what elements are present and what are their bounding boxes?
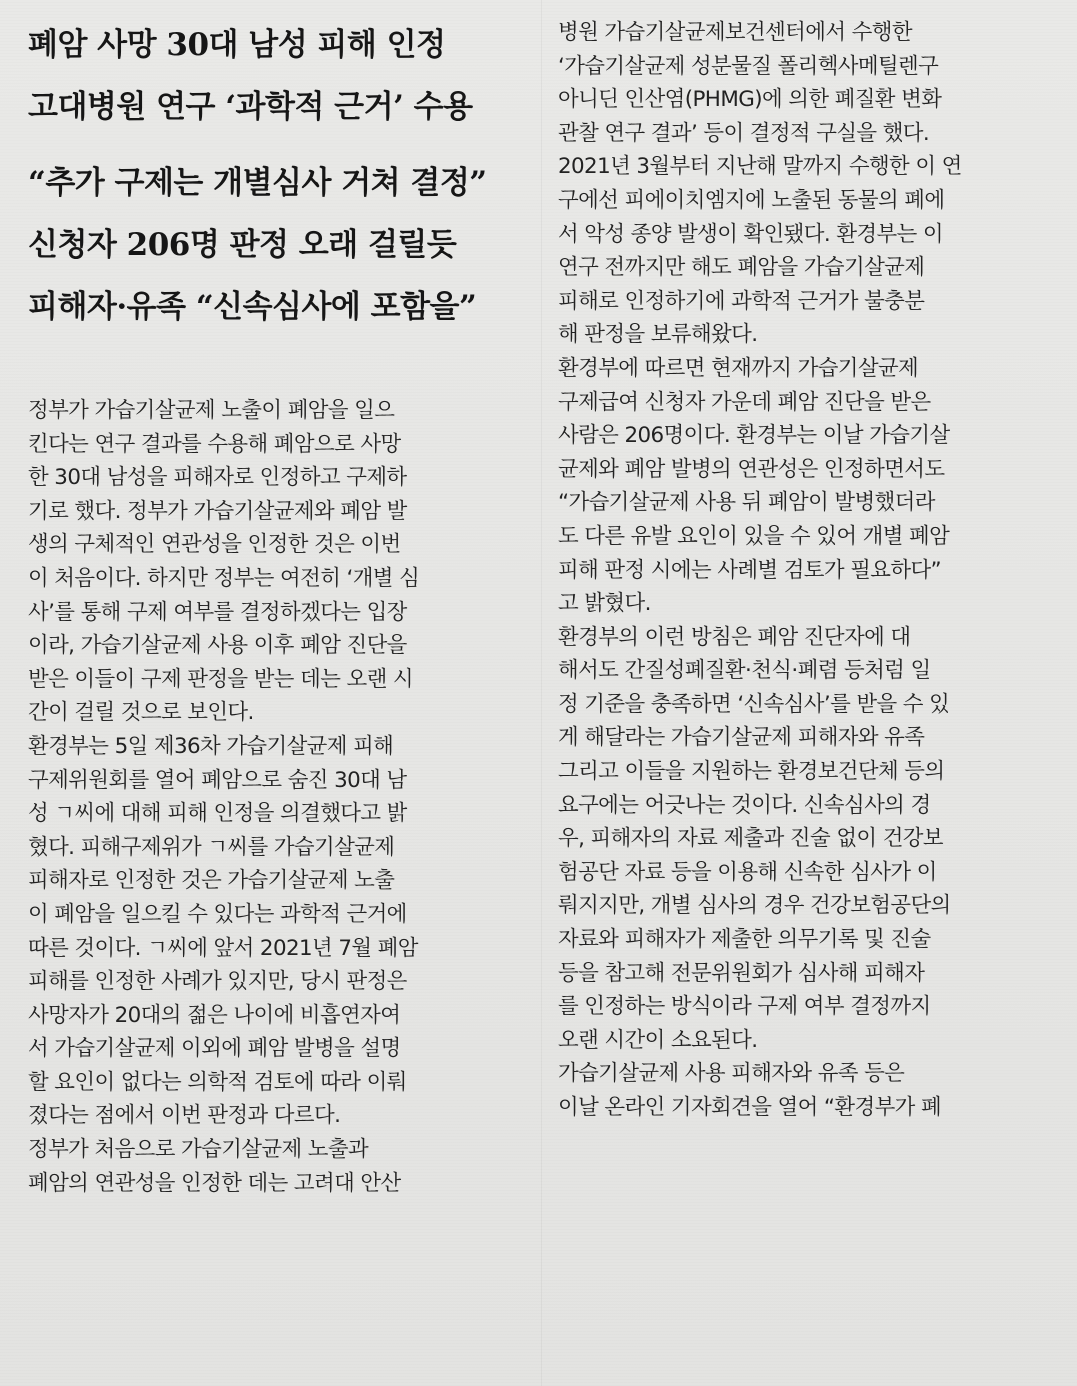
body-line: 서 악성 종양 발생이 확인됐다. 환경부는 이 [558, 221, 943, 247]
body-line: 정 기준을 충족하면 ‘신속심사’를 받을 수 있 [558, 691, 950, 717]
body-line: 혔다. 피해구제위가 ㄱ씨를 가습기살균제 [28, 834, 395, 860]
body-line: 오랜 시간이 소요된다. [558, 1027, 758, 1053]
subheadline-line: 피해자·유족 “신속심사에 포함을” [28, 289, 477, 325]
body-line: 받은 이들이 구제 판정을 받는 데는 오랜 시 [28, 666, 413, 692]
article-body-left [28, 394, 528, 1200]
body-line: 험공단 자료 등을 이용해 신속한 심사가 이 [558, 859, 937, 885]
body-line: 한 30대 남성을 피해자로 인정하고 구제하 [28, 465, 407, 491]
body-line: 이 폐암을 일으킬 수 있다는 과학적 근거에 [28, 901, 407, 927]
body-line: 피해자로 인정한 것은 가습기살균제 노출 [28, 868, 395, 894]
subheadline-line: “추가 구제는 개별심사 거쳐 결정” [28, 165, 487, 201]
body-line: 간이 걸릴 것으로 보인다. [28, 700, 254, 726]
body-line: 뤄지지만, 개별 심사의 경우 건강보험공단의 [558, 893, 951, 919]
body-line: 사람은 206명이다. 환경부는 이날 가습기살 [558, 423, 950, 449]
headline-line: 고대병원 연구 ‘과학적 근거’ 수용 [28, 89, 473, 125]
body-line: 구제위원회를 열어 폐암으로 숨진 30대 남 [28, 767, 407, 793]
body-line: 아니딘 인산염(PHMG)에 의한 폐질환 변화 [558, 87, 942, 113]
headline-line: 폐암 사망 30대 남성 피해 인정 [28, 27, 446, 63]
article-body-right [558, 16, 1056, 1125]
body-line: “가습기살균제 사용 뒤 폐암이 발병했더라 [558, 490, 935, 516]
body-line: 등을 참고해 전문위원회가 심사해 피해자 [558, 960, 925, 986]
body-line: 성 ㄱ씨에 대해 피해 인정을 의결했다고 밝 [28, 801, 407, 827]
body-line: 2021년 3월부터 지난해 말까지 수행한 이 연 [558, 154, 962, 180]
body-line: 관찰 연구 결과’ 등이 결정적 구실을 했다. [558, 120, 930, 146]
body-line: 그리고 이들을 지원하는 환경보건단체 등의 [558, 759, 945, 785]
body-line: 이라, 가습기살균제 사용 이후 폐암 진단을 [28, 633, 407, 659]
body-line: 정부가 가습기살균제 노출이 폐암을 일으 [28, 398, 395, 423]
body-line: 게 해달라는 가습기살균제 피해자와 유족 [558, 725, 925, 751]
body-line: 폐암의 연관성을 인정한 데는 고려대 안산 [28, 1170, 401, 1196]
body-line: 우, 피해자의 자료 제출과 진술 없이 건강보 [558, 826, 943, 852]
subheadline-line: 신청자 206명 판정 오래 걸릴듯 [28, 227, 457, 263]
body-line: 사’를 통해 구제 여부를 결정하겠다는 입장 [28, 599, 407, 625]
body-line: 할 요인이 없다는 의학적 검토에 따라 이뤄 [28, 1069, 407, 1095]
body-line: 가습기살균제 사용 피해자와 유족 등은 [558, 1061, 905, 1087]
body-line: 졌다는 점에서 이번 판정과 다르다. [28, 1103, 341, 1129]
body-line: 이 처음이다. 하지만 정부는 여전히 ‘개별 심 [28, 565, 420, 591]
body-line: 구제급여 신청자 가운데 폐암 진단을 받은 [558, 389, 931, 415]
body-line: 정부가 처음으로 가습기살균제 노출과 [28, 1137, 369, 1163]
body-line: 해 판정을 보류해왔다. [558, 322, 758, 348]
body-line: 피해로 인정하기에 과학적 근거가 불충분 [558, 288, 925, 314]
subheadline [28, 152, 487, 338]
body-line: 환경부는 5일 제36차 가습기살균제 피해 [28, 733, 394, 759]
body-line: 킨다는 연구 결과를 수용해 폐암으로 사망 [28, 431, 401, 457]
column-divider [541, 0, 542, 1386]
body-line: 서 가습기살균제 이외에 폐암 발병을 설명 [28, 1036, 401, 1062]
body-line: 도 다른 유발 요인이 있을 수 있어 개별 폐암 [558, 523, 950, 549]
body-line: 해서도 간질성폐질환·천식·폐렴 등처럼 일 [558, 658, 931, 684]
body-line: 구에선 피에이치엠지에 노출된 동물의 폐에 [558, 187, 945, 213]
body-line: 균제와 폐암 발병의 연관성은 인정하면서도 [558, 456, 945, 482]
body-line: 피해 판정 시에는 사례별 검토가 필요하다” [558, 557, 942, 583]
body-line: 피해를 인정한 사례가 있지만, 당시 판정은 [28, 969, 407, 995]
body-line: 연구 전까지만 해도 폐암을 가습기살균제 [558, 255, 925, 281]
body-line: 요구에는 어긋나는 것이다. 신속심사의 경 [558, 792, 931, 818]
body-line: 환경부의 이런 방침은 폐암 진단자에 대 [558, 624, 911, 650]
body-line: 사망자가 20대의 젊은 나이에 비흡연자여 [28, 1002, 401, 1028]
body-line: 생의 구체적인 연관성을 인정한 것은 이번 [28, 532, 401, 558]
body-line: 자료와 피해자가 제출한 의무기록 및 진술 [558, 927, 931, 953]
body-line: 를 인정하는 방식이라 구제 여부 결정까지 [558, 994, 931, 1020]
headline [28, 14, 473, 138]
body-line: 고 밝혔다. [558, 591, 651, 617]
body-line: 따른 것이다. ㄱ씨에 앞서 2021년 7월 폐암 [28, 935, 418, 961]
body-line: 이날 온라인 기자회견을 열어 “환경부가 폐 [558, 1095, 942, 1120]
body-line: 환경부에 따르면 현재까지 가습기살균제 [558, 355, 919, 381]
body-line: ‘가습기살균제 성분물질 폴리헥사메틸렌구 [558, 53, 939, 79]
body-line: 병원 가습기살균제보건센터에서 수행한 [558, 20, 912, 45]
body-line: 기로 했다. 정부가 가습기살균제와 폐암 발 [28, 498, 407, 524]
